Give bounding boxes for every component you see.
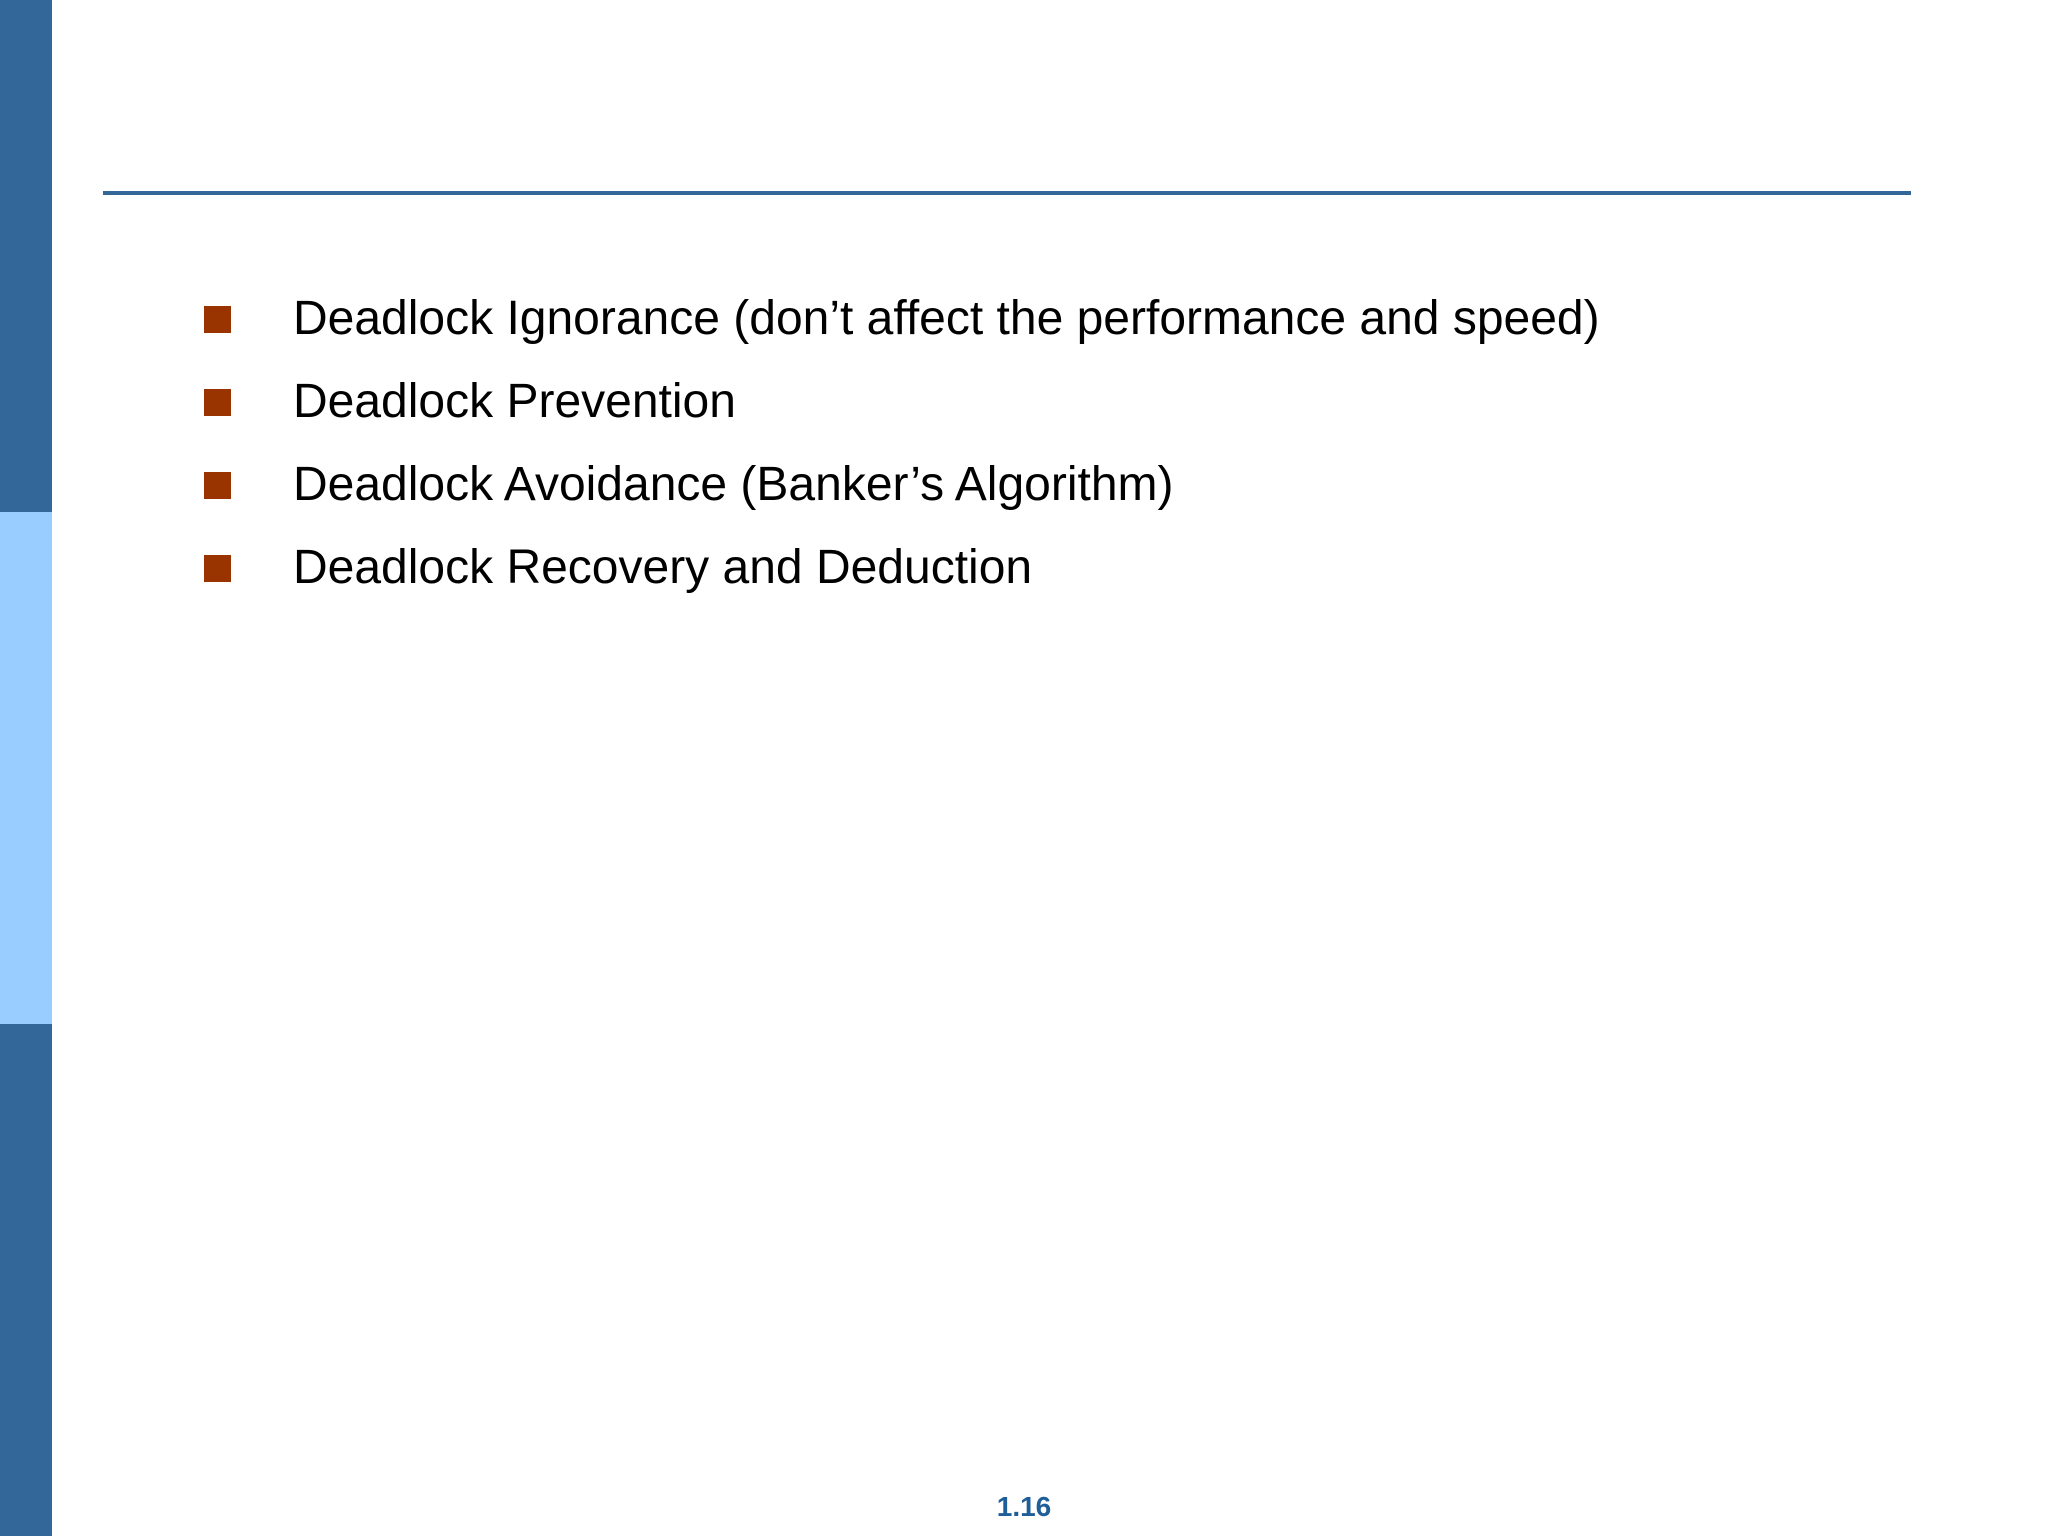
title-rule [103,191,1911,195]
side-bar-top [0,0,52,512]
square-bullet-icon [204,555,231,582]
side-bar-bottom [0,1024,52,1536]
side-bar-middle [0,512,52,1024]
square-bullet-icon [204,306,231,333]
bullet-text: Deadlock Prevention [293,375,736,428]
square-bullet-icon [204,389,231,416]
bullet-text: Deadlock Ignorance (don’t affect the performance and speed) [293,292,1600,345]
bullet-text: Deadlock Avoidance (Banker’s Algorithm) [293,458,1174,511]
square-bullet-icon [204,472,231,499]
page-number: 1.16 [996,1491,1052,1522]
bullet-text: Deadlock Recovery and Deduction [293,541,1033,594]
